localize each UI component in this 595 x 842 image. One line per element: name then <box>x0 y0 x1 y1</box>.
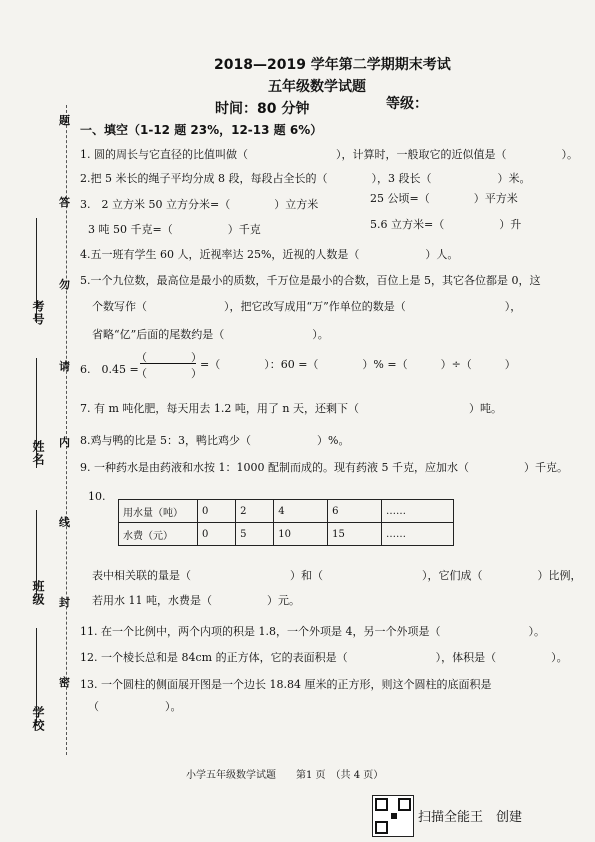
question-3a: 3. 2 立方米 50 立方分米=（ ）立方米 <box>80 198 319 211</box>
exam-title: 2018—2019 学年第二学期期末考试 <box>214 57 451 73</box>
question-5c: 省略“亿”后面的尾数约是（ ）。 <box>92 328 329 341</box>
seal-char: 密 <box>59 676 70 689</box>
question-11: 11. 在一个比例中，两个内项的积是 1.8，一个外项是 4，另一个外项是（ ）。 <box>80 625 545 638</box>
table-cell: 4 <box>274 500 328 523</box>
exam-number-label: 考号 <box>31 300 45 326</box>
seal-char: 请 <box>59 360 70 373</box>
table-cell: 2 <box>236 500 274 523</box>
time-limit: 时间：80 分钟 <box>215 101 310 117</box>
table-cell: 用水量（吨） <box>119 500 198 523</box>
seal-char: 题 <box>59 114 70 127</box>
fraction-denominator: （ ） <box>136 367 202 380</box>
question-8: 8.鸡与鸭的比是 5：3，鸭比鸡少（ ）%。 <box>80 434 350 447</box>
question-10a: 表中相关联的量是（ ）和（ ），它们成（ ）比例， <box>92 569 582 582</box>
table-cell: 6 <box>328 500 382 523</box>
question-6-right: =（ ）：60 =（ ）% =（ ）÷（ ） <box>200 358 516 371</box>
page-footer: 小学五年级数学试题 第1 页 （共 4 页） <box>186 770 384 781</box>
question-12: 12. 一个棱长总和是 84cm 的正方体，它的表面积是（ ），体积是（ ）。 <box>80 651 568 664</box>
name-label: 姓名 <box>31 440 45 466</box>
class-label: 班级 <box>31 580 45 606</box>
question-3b: 25 公顷=（ ）平方米 <box>370 192 518 205</box>
fraction-bar <box>140 363 196 364</box>
table-cell: 15 <box>328 523 382 546</box>
question-5a: 5.一个九位数，最高位是最小的质数，千万位是最小的合数，百位上是 5，其它各位都是 0，这 <box>80 274 541 287</box>
question-2: 2.把 5 米长的绳子平均分成 8 段，每段占全长的（ ），3 段长（ ）米。 <box>80 172 531 185</box>
question-7: 7. 有 m 吨化肥，每天用去 1.2 吨，用了 n 天，还剩下（ ）吨。 <box>80 402 502 415</box>
question-4: 4.五一班有学生 60 人，近视率达 25%，近视的人数是（ ）人。 <box>80 248 459 261</box>
question-5b: 个数写作（ ），把它改写成用“万”作单位的数是（ ）， <box>92 300 522 313</box>
seal-char: 勿 <box>59 278 70 291</box>
seal-char: 答 <box>59 196 70 209</box>
table-row <box>119 523 454 546</box>
question-1: 1. 圆的周长与它直径的比值叫做（ ），计算时，一般取它的近似值是（ ）。 <box>80 148 578 161</box>
table-cell: …… <box>382 500 454 523</box>
question-13a: 13. 一个圆柱的侧面展开图是一个边长 18.84 厘米的正方形，则这个圆柱的底面积是 <box>80 678 492 691</box>
table-cell: 5 <box>236 523 274 546</box>
table-cell: 0 <box>198 500 236 523</box>
question-6-left: 6. 0.45 = <box>80 363 139 376</box>
table-cell: …… <box>382 523 454 546</box>
table-cell: 水费（元） <box>119 523 198 546</box>
question-3c: 3 吨 50 千克=（ ）千克 <box>88 223 261 236</box>
question-13b: （ ）。 <box>88 700 182 713</box>
question-10-number: 10. <box>88 490 106 503</box>
table-cell: 0 <box>198 523 236 546</box>
water-fee-table <box>118 499 454 546</box>
question-10b: 若用水 11 吨，水费是（ ）元。 <box>92 594 300 607</box>
seal-char: 内 <box>59 436 70 449</box>
table-row <box>119 500 454 523</box>
seal-char: 封 <box>59 596 70 609</box>
fraction-numerator: （ ） <box>136 351 202 364</box>
question-9: 9. 一种药水是由药液和水按 1：1000 配制而成的。现有药液 5 千克，应加水（ ）千克。 <box>80 461 568 474</box>
grade-label: 等级： <box>386 96 428 112</box>
scanner-watermark: 扫描全能王 创建 <box>418 810 523 825</box>
school-label: 学校 <box>31 706 45 732</box>
question-3d: 5.6 立方米=（ ）升 <box>370 218 522 231</box>
exam-subtitle: 五年级数学试题 <box>268 79 366 95</box>
seal-char: 线 <box>59 516 70 529</box>
table-cell: 10 <box>274 523 328 546</box>
qr-code-icon <box>372 795 414 837</box>
section-heading: 一、填空（1-12 题 23%，12-13 题 6%） <box>80 123 323 137</box>
